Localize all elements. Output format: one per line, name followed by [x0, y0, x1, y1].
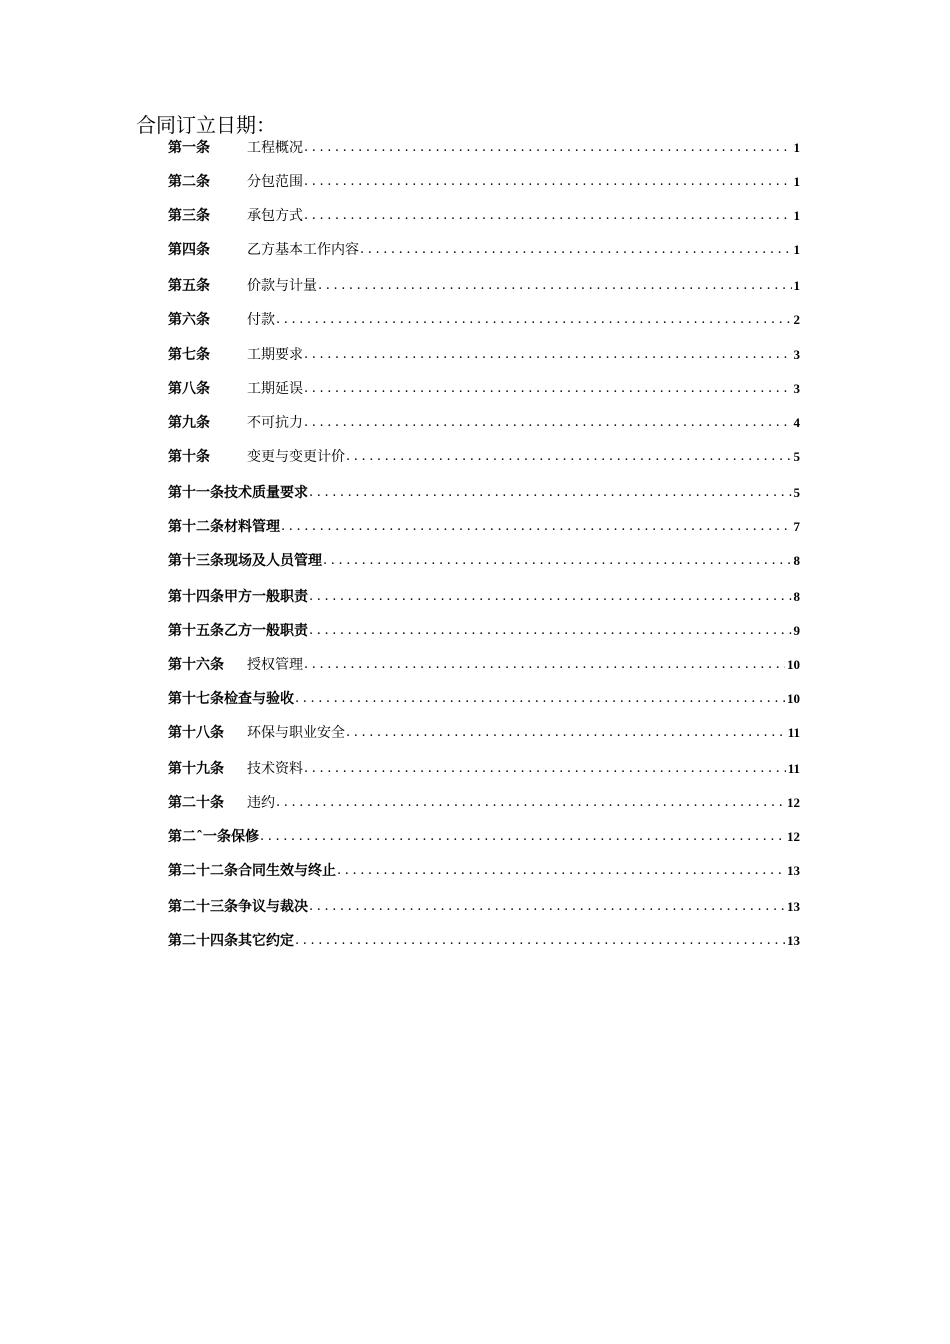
- toc-entry[interactable]: [168, 721, 800, 743]
- toc-entry-page: 12: [787, 795, 800, 810]
- toc-entry-title: 不可抗力: [247, 415, 303, 431]
- toc-entry-page: 9: [793, 623, 800, 638]
- toc-entry-title: 争议与裁决: [238, 899, 308, 915]
- toc-entry-number: 第五条: [168, 278, 210, 294]
- toc-entry-title: 乙方一般职责: [224, 623, 308, 639]
- toc-entry-title: 工程概况: [247, 140, 303, 156]
- toc-entry-title: 承包方式: [247, 208, 303, 224]
- toc-entry[interactable]: [168, 170, 800, 192]
- toc-entry-number: 第九条: [168, 415, 210, 431]
- toc-entry-title: 保修: [231, 829, 259, 845]
- toc-entry-page: 8: [793, 589, 800, 604]
- toc-entry-page: 12: [787, 829, 800, 844]
- toc-entry-number: 第十九条: [168, 761, 224, 777]
- toc-entry[interactable]: [168, 136, 800, 158]
- toc-entry-title: 现场及人员管理: [224, 553, 322, 569]
- toc-entry-page: 1: [793, 174, 800, 189]
- toc-entry-number: 第二十三条: [168, 899, 238, 915]
- toc-entry-title: 工期要求: [247, 347, 303, 363]
- toc-dot-leader: [346, 447, 792, 467]
- toc-entry-title: 其它约定: [238, 933, 294, 949]
- toc-entry-page: 1: [793, 242, 800, 257]
- toc-entry[interactable]: [168, 308, 800, 330]
- toc-entry[interactable]: [168, 653, 800, 675]
- toc-entry[interactable]: [168, 274, 800, 296]
- toc-entry-title: 价款与计量: [247, 278, 317, 294]
- toc-entry-title: 技术质量要求: [224, 485, 308, 501]
- toc-dot-leader: [281, 517, 792, 537]
- toc-entry-page: 3: [793, 381, 800, 396]
- toc-dot-leader: [304, 655, 785, 675]
- toc-dot-leader: [304, 759, 786, 779]
- toc-entry-number: 第十三条: [168, 553, 224, 569]
- toc-entry-number: 第四条: [168, 242, 210, 258]
- toc-entry-number: 第十五条: [168, 623, 224, 639]
- toc-entry[interactable]: [168, 619, 800, 641]
- toc-entry-page: 11: [787, 761, 800, 776]
- toc-entry-title: 技术资料: [247, 761, 303, 777]
- toc-entry-number: 第二十四条: [168, 933, 238, 949]
- toc-entry[interactable]: [168, 204, 800, 226]
- toc-dot-leader: [304, 172, 792, 192]
- toc-dot-leader: [323, 551, 792, 571]
- toc-entry-number: 第十八条: [168, 725, 224, 741]
- toc-entry-number: 第十二条: [168, 519, 224, 535]
- toc-entry-page: 13: [787, 933, 800, 948]
- page-title: 合同订立日期：: [136, 113, 276, 137]
- toc-dot-leader: [295, 689, 785, 709]
- toc-entry-title: 甲方一般职责: [224, 589, 308, 605]
- toc-entry-title: 乙方基本工作内容: [247, 242, 359, 258]
- toc-entry-page: 11: [787, 725, 800, 740]
- toc-entry-number: 第二ˆ一条: [168, 829, 231, 845]
- toc-entry-page: 1: [793, 208, 800, 223]
- toc-dot-leader: [309, 897, 785, 917]
- toc-entry[interactable]: [168, 585, 800, 607]
- toc-entry-number: 第十四条: [168, 589, 224, 605]
- toc-dot-leader: [337, 861, 785, 881]
- toc-entry-title: 授权管理: [247, 657, 303, 673]
- toc-entry-page: 10: [787, 691, 800, 706]
- toc-dot-leader: [304, 413, 792, 433]
- toc-entry-page: 5: [793, 449, 800, 464]
- toc-dot-leader: [304, 138, 792, 158]
- toc-entry-number: 第三条: [168, 208, 210, 224]
- toc-entry-number: 第六条: [168, 312, 210, 328]
- toc-dot-leader: [309, 621, 792, 641]
- toc-dot-leader: [260, 827, 785, 847]
- toc-entry[interactable]: [168, 515, 800, 537]
- toc-entry[interactable]: [168, 377, 800, 399]
- toc-entry-number: 第二条: [168, 174, 210, 190]
- toc-entry-page: 5: [793, 485, 800, 500]
- toc-entry[interactable]: [168, 825, 800, 847]
- toc-entry-number: 第七条: [168, 347, 210, 363]
- toc-dot-leader: [304, 379, 792, 399]
- toc-dot-leader: [309, 587, 792, 607]
- toc-entry[interactable]: [168, 929, 800, 951]
- toc-entry[interactable]: [168, 757, 800, 779]
- toc-entry[interactable]: [168, 343, 800, 365]
- toc-entry-number: 第二十条: [168, 795, 224, 811]
- toc-entry-number: 第十条: [168, 449, 210, 465]
- toc-dot-leader: [346, 723, 786, 743]
- toc-entry-page: 2: [793, 312, 800, 327]
- toc-entry[interactable]: [168, 895, 800, 917]
- toc-entry[interactable]: [168, 549, 800, 571]
- toc-entry-page: 10: [787, 657, 800, 672]
- toc-dot-leader: [318, 276, 792, 296]
- toc-entry-title: 违约: [247, 795, 275, 811]
- toc-entry-title: 环保与职业安全: [247, 725, 345, 741]
- toc-entry-number: 第十一条: [168, 485, 224, 501]
- toc-entry-number: 第二十二条: [168, 863, 238, 879]
- toc-dot-leader: [276, 793, 785, 813]
- toc-entry-page: 13: [787, 863, 800, 878]
- toc-entry-page: 3: [793, 347, 800, 362]
- toc-entry-title: 变更与变更计价: [247, 449, 345, 465]
- toc-entry-number: 第一条: [168, 140, 210, 156]
- toc-entry[interactable]: [168, 687, 800, 709]
- toc-entry-page: 8: [793, 553, 800, 568]
- toc-dot-leader: [276, 310, 792, 330]
- toc-entry-title: 付款: [247, 312, 275, 328]
- toc-entry-title: 合同生效与终止: [238, 863, 336, 879]
- toc-dot-leader: [309, 483, 792, 503]
- toc-entry[interactable]: [168, 859, 800, 881]
- toc-entry[interactable]: [168, 411, 800, 433]
- toc-dot-leader: [360, 240, 792, 260]
- toc-entry[interactable]: [168, 238, 800, 260]
- toc-entry-title: 材料管理: [224, 519, 280, 535]
- toc-entry-page: 13: [787, 899, 800, 914]
- toc-dot-leader: [304, 345, 792, 365]
- toc-entry-page: 7: [793, 519, 800, 534]
- toc-entry-number: 第八条: [168, 381, 210, 397]
- toc-entry-page: 1: [793, 278, 800, 293]
- toc-entry-number: 第十六条: [168, 657, 224, 673]
- toc-dot-leader: [304, 206, 792, 226]
- toc-entry[interactable]: [168, 481, 800, 503]
- toc-entry[interactable]: [168, 445, 800, 467]
- toc-dot-leader: [295, 931, 785, 951]
- toc-entry-page: 1: [793, 140, 800, 155]
- toc-entry-title: 工期延误: [247, 381, 303, 397]
- toc-entry-number: 第十七条: [168, 691, 224, 707]
- toc-entry-title: 检查与验收: [224, 691, 294, 707]
- toc-entry[interactable]: [168, 791, 800, 813]
- toc-entry-page: 4: [793, 415, 800, 430]
- toc-entry-title: 分包范围: [247, 174, 303, 190]
